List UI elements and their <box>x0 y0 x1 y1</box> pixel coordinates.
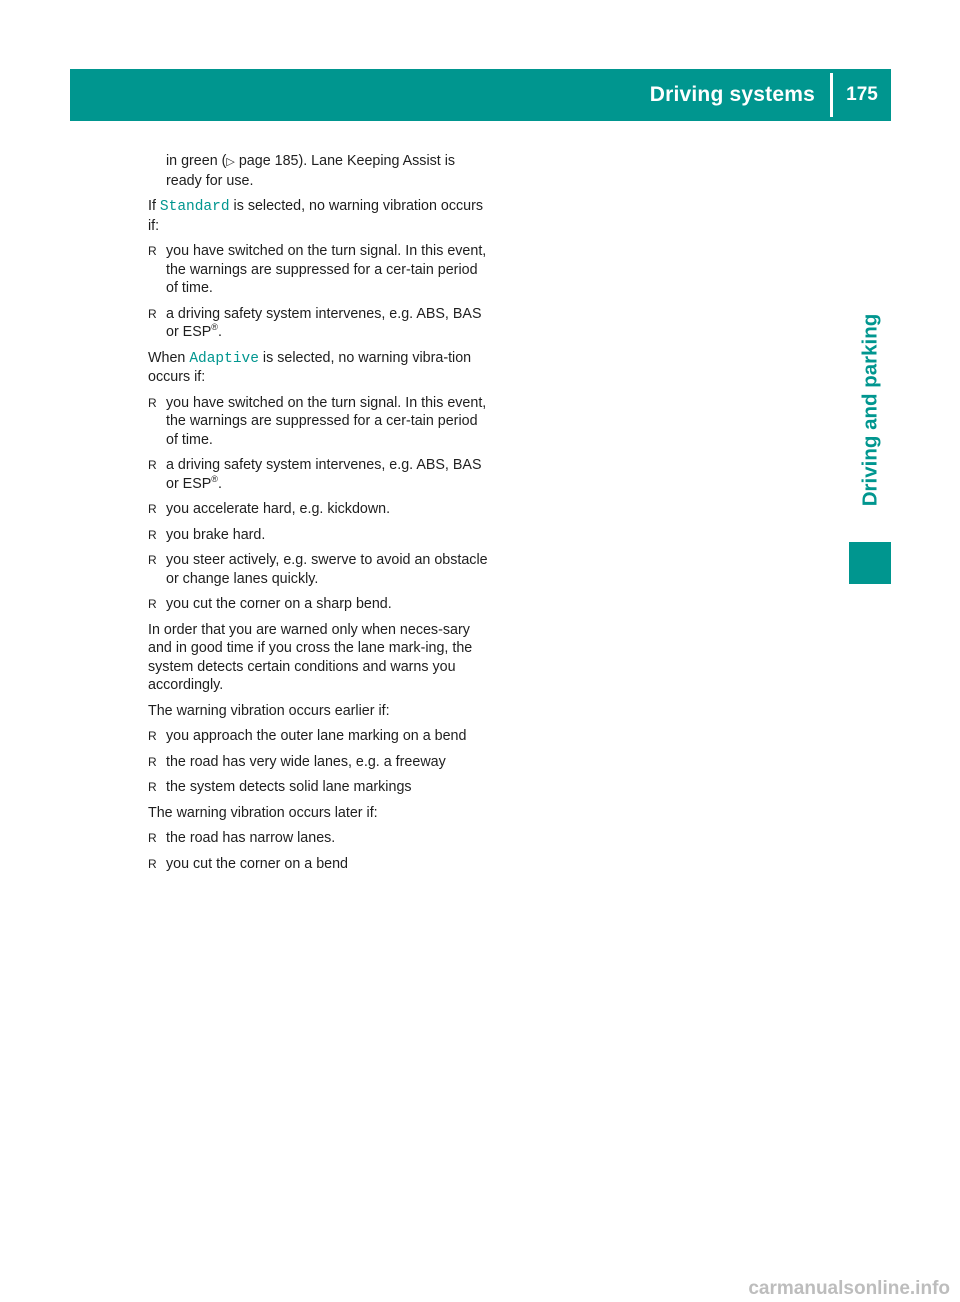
adaptive-paragraph: When Adaptive is selected, no warning vibra-tion occurs if: <box>148 349 472 385</box>
body-text <box>148 152 493 880</box>
bullet-icon: R <box>148 597 157 611</box>
adaptive-setting-code: Adaptive <box>189 350 259 367</box>
earlier-heading: The warning vibration occurs earlier if: <box>148 702 390 719</box>
list-item: R you approach the outer lane marking on a bend <box>148 728 467 744</box>
list-item: R you cut the corner on a bend <box>148 855 349 872</box>
list-item: R the road has very wide lanes, e.g. a freeway <box>148 753 446 770</box>
chapter-label: Driving and parking <box>858 313 881 507</box>
bullet-icon: R <box>148 458 157 472</box>
earlier-conditions-list <box>148 727 493 797</box>
standard-paragraph: If Standard is selected, no warning vibration occurs if: <box>148 198 484 234</box>
list-item: R a driving safety system intervenes, e.g. ABS, BAS or ESP®. <box>148 305 482 340</box>
list-item: R the system detects solid lane markings <box>148 779 412 795</box>
section-title: Driving systems <box>649 83 815 106</box>
list-item: R you have switched on the turn signal. In this event, the warnings are suppressed for a cer-tain period of time. <box>148 243 487 296</box>
list-item: R you accelerate hard, e.g. kickdown. <box>148 501 391 517</box>
list-item: R a driving safety system intervenes, e.g. ABS, BAS or ESP®. <box>148 457 482 492</box>
bullet-icon: R <box>148 856 157 871</box>
watermark: carmanualsonline.info <box>748 1278 950 1299</box>
bullet-icon: R <box>148 831 157 845</box>
later-heading: The warning vibration occurs later if: <box>148 804 378 821</box>
standard-setting-code: Standard <box>159 199 230 215</box>
bullet-icon: R <box>148 553 157 567</box>
list-item: R you have switched on the turn signal. In this event, the warnings are suppressed for a cer-tain period of time. <box>148 394 487 448</box>
list-item: R you cut the corner on a sharp bend. <box>148 596 392 612</box>
bullet-icon: R <box>148 729 157 743</box>
later-conditions-list <box>148 829 493 873</box>
list-item: R you brake hard. <box>148 526 266 543</box>
order-paragraph: In order that you are warned only when neces-sary and in good time if you cross the lane mark-ing, the system detects certain conditions and warns you accordingly. <box>148 621 473 693</box>
bullet-icon: R <box>148 527 157 542</box>
adaptive-conditions-list <box>148 394 493 614</box>
bullet-icon: R <box>148 395 157 410</box>
list-item: R the road has narrow lanes. <box>148 830 336 846</box>
page-number: 175 <box>846 84 878 105</box>
chapter-color-block <box>849 542 891 584</box>
page-reference-arrow-icon: ▷ <box>226 156 235 168</box>
bullet-icon: R <box>148 754 157 769</box>
intro-paragraph: in green (▷ page 185). Lane Keeping Assist is ready for use. <box>166 153 456 189</box>
standard-conditions-list <box>148 242 493 342</box>
bullet-icon: R <box>148 244 157 258</box>
list-item: R you steer actively, e.g. swerve to avoid an obstacle or change lanes quickly. <box>148 552 488 587</box>
bullet-icon: R <box>148 306 157 321</box>
section-header-bar <box>70 69 891 121</box>
bullet-icon: R <box>148 780 157 794</box>
chapter-side-tab <box>849 290 891 530</box>
bullet-icon: R <box>148 502 157 516</box>
